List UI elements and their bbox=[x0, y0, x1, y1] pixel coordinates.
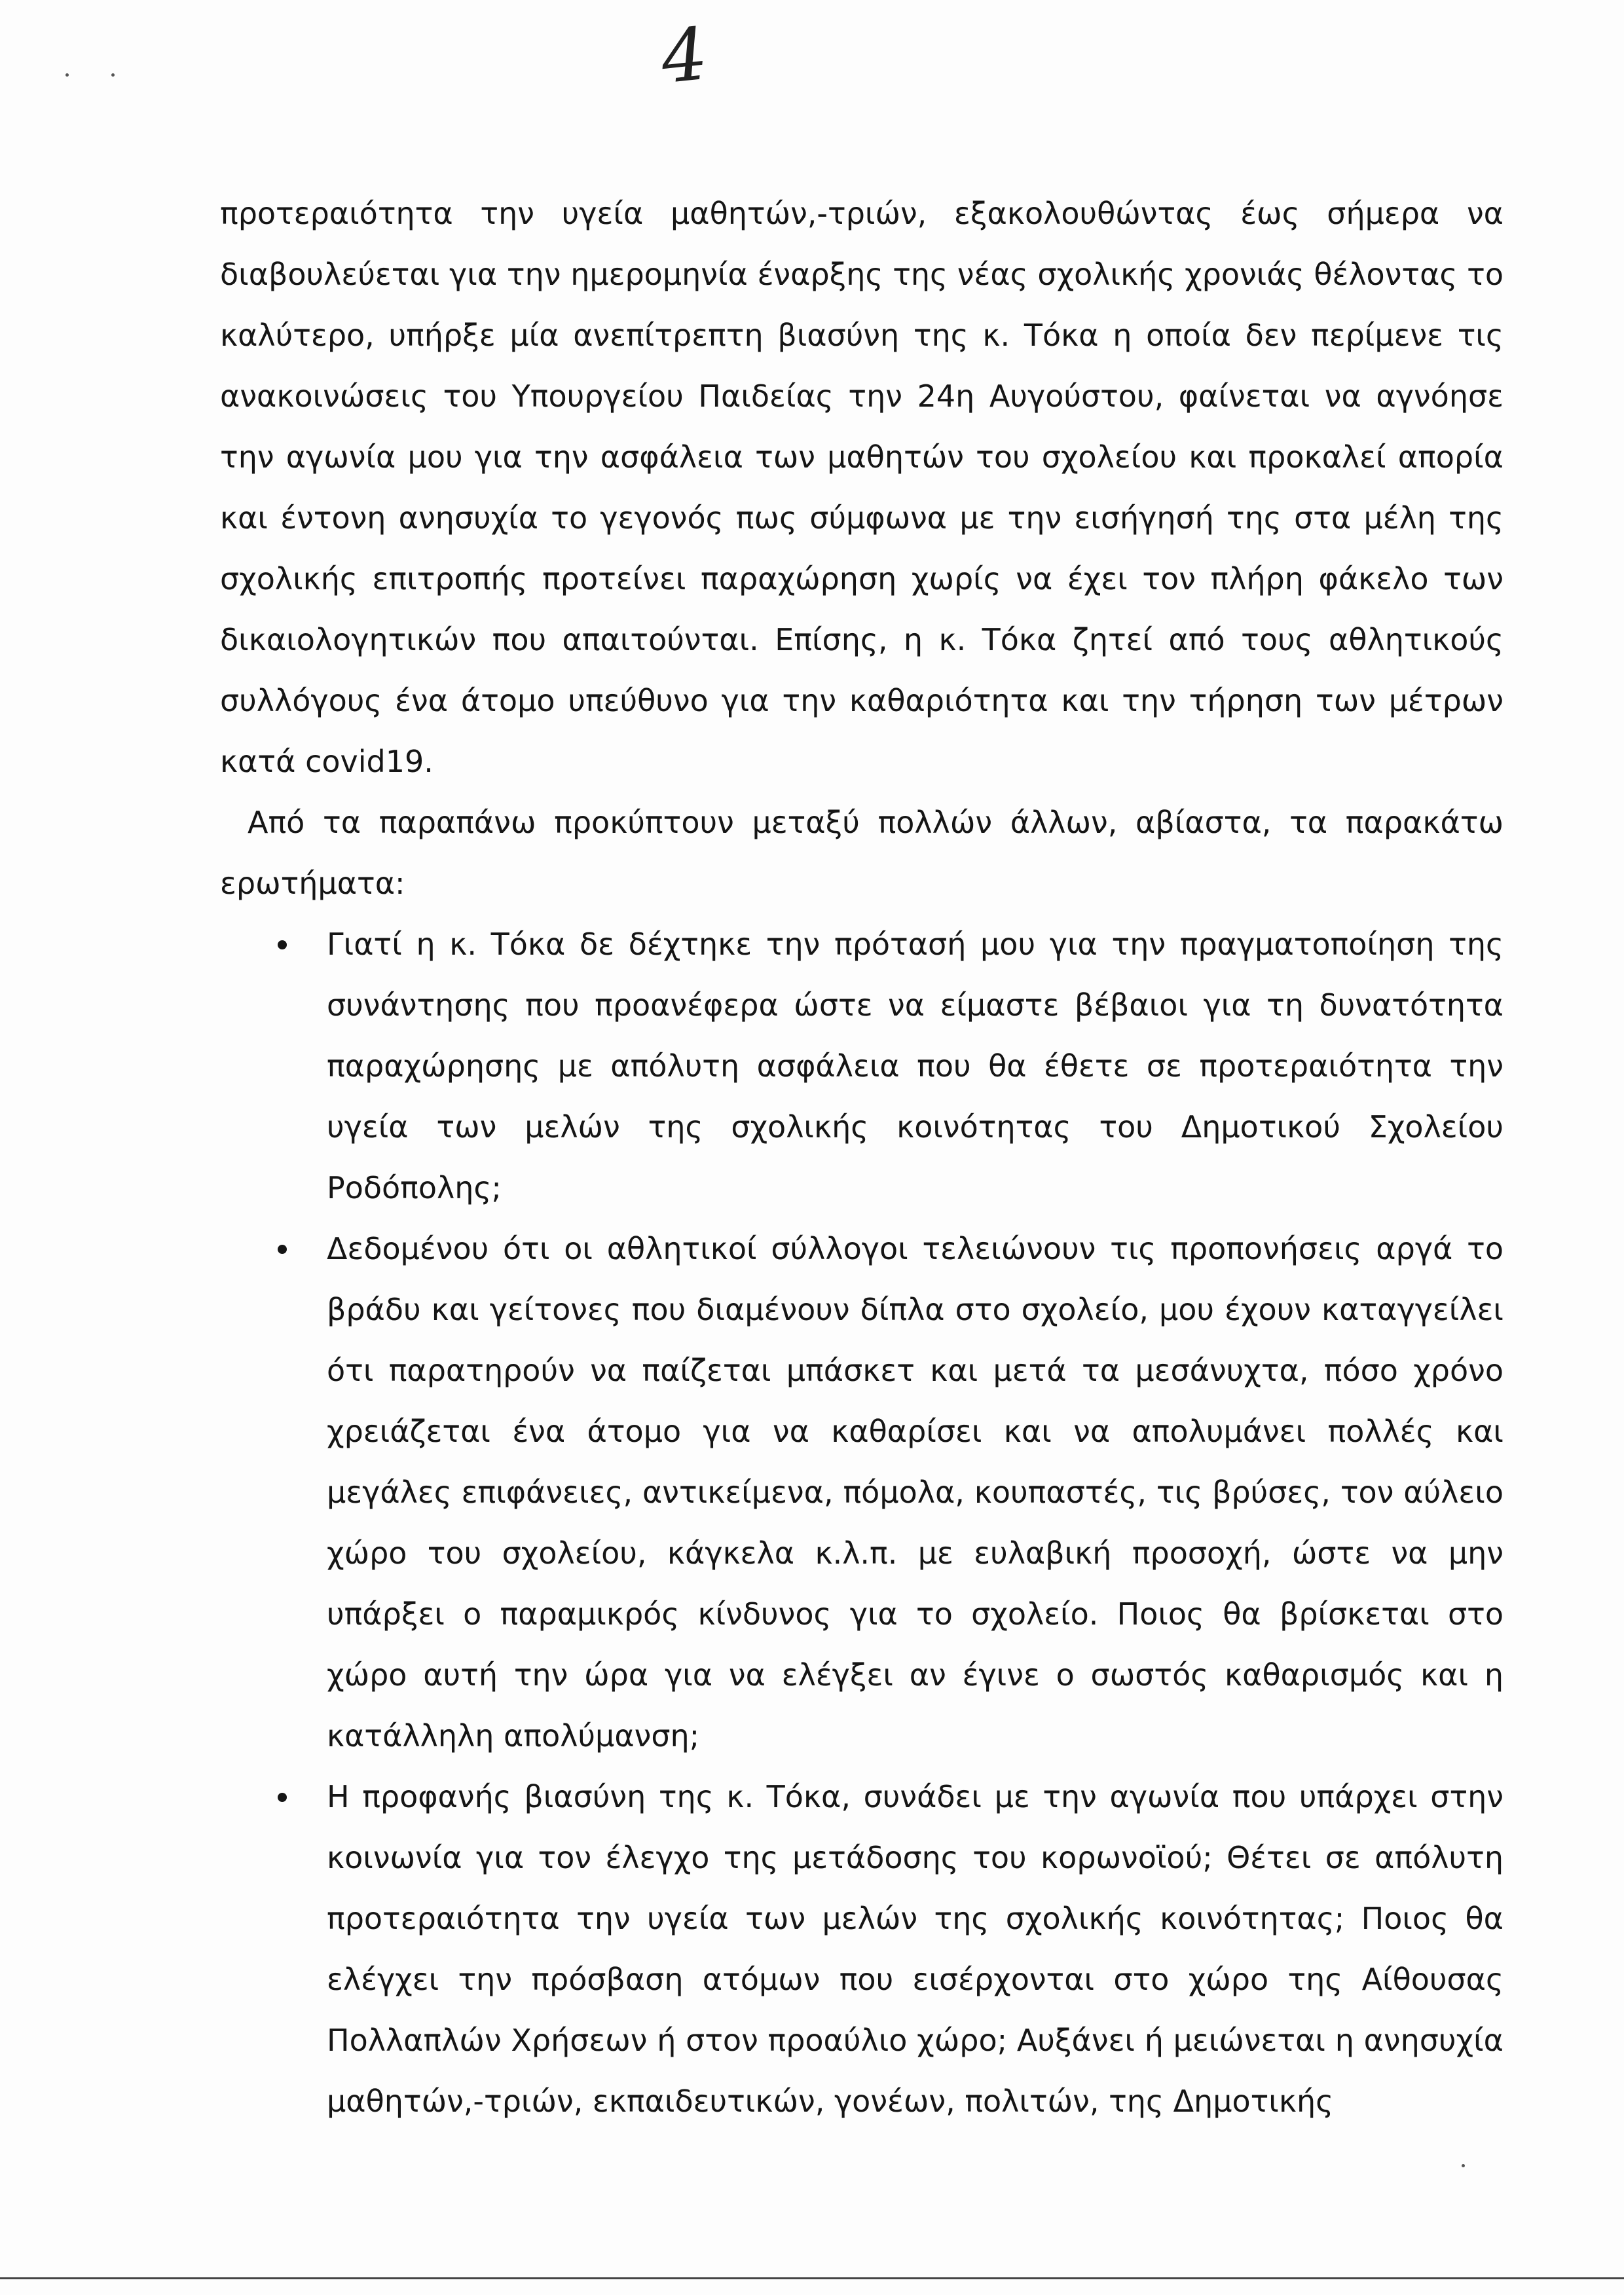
questions-intro-paragraph: Από τα παραπάνω προκύπτουν μεταξύ πολλών άλλων, αβίαστα, τα παρακάτω ερωτήματα: bbox=[220, 805, 1504, 901]
question-item bbox=[220, 914, 1504, 1219]
scan-speck bbox=[65, 73, 69, 77]
bullet-icon bbox=[278, 1245, 287, 1254]
question-item bbox=[220, 1767, 1504, 2132]
scan-speck bbox=[111, 73, 115, 77]
handwritten-page-number: 4 bbox=[657, 11, 712, 100]
bullet-icon bbox=[278, 1793, 287, 1802]
bullet-icon bbox=[278, 940, 287, 949]
question-text: Γιατί η κ. Τόκα δε δέχτηκε την πρότασή μου για την πραγματοποίηση της συνάντησης που προανέφερα ώστε να είμαστε βέβαιοι για τη δυνατότητα παραχώρησης με απόλυτη ασφάλεια που θα έθετε σε προτεραιότητα την υγεία των μελών της σχολικής κοινότητας του Δημοτικού Σχολείου Ροδόπολης; bbox=[327, 927, 1504, 1205]
document-body bbox=[220, 183, 1504, 2132]
scan-speck bbox=[1462, 2164, 1465, 2167]
body-paragraph: προτεραιότητα την υγεία μαθητών,-τριών, εξακολουθώντας έως σήμερα να διαβουλεύεται για την ημερομηνία έναρξης της νέας σχολικής χρονιάς θέλοντας το καλύτερο, υπήρξε μία ανεπίτρεπτη βιασύνη της κ. Τόκα η οποία δεν περίμενε τις ανακοινώσεις του Υπουργείου Παιδείας την 24η Αυγούστου, φαίνεται να αγνόησε την αγωνία μου για την ασφάλεια των μαθητών του σχολείου και προκαλεί απορία και έντονη ανησυχία το γεγονός πως σύμφωνα με την εισήγησή της στα μέλη της σχολικής επιτροπής προτείνει παραχώρηση χωρίς να έχει τον πλήρη φάκελο των δικαιολογητικών που απαιτούνται. Επίσης, η κ. Τόκα ζητεί από τους αθλητικούς συλλόγους ένα άτομο υπεύθυνο για την καθαριότητα και την τήρηση των μέτρων κατά covid19. bbox=[220, 196, 1504, 779]
question-text: Δεδομένου ότι οι αθλητικοί σύλλογοι τελειώνουν τις προπονήσεις αργά το βράδυ και γείτονες που διαμένουν δίπλα στο σχολείο, μου έχουν καταγγείλει ότι παρατηρούν να παίζεται μπάσκετ και μετά τα μεσάνυχτα, πόσο χρόνο χρειάζεται ένα άτομο για να καθαρίσει και να απολυμάνει πολλές και μεγάλες επιφάνειες, αντικείμενα, πόμολα, κουπαστές, τις βρύσες, τον αύλειο χώρο του σχολείου, κάγκελα κ.λ.π. με ευλαβική προσοχή, ώστε να μην υπάρξει ο παραμικρός κίνδυνος για το σχολείο. Ποιος θα βρίσκεται στο χώρο αυτή την ώρα για να ελέγξει αν έγινε ο σωστός καθαρισμός και η κατάλληλη απολύμανση; bbox=[327, 1231, 1504, 1753]
question-item bbox=[220, 1219, 1504, 1767]
question-text: Η προφανής βιασύνη της κ. Τόκα, συνάδει με την αγωνία που υπάρχει στην κοινωνία για τον έλεγχο της μετάδοσης του κορωνοϊού; Θέτει σε απόλυτη προτεραιότητα την υγεία των μελών της σχολικής κοινότητας; Ποιος θα ελέγχει την πρόσβαση ατόμων που εισέρχονται στο χώρο της Αίθουσας Πολλαπλών Χρήσεων ή στον προαύλιο χώρο; Αυξάνει ή μειώνεται η ανησυχία μαθητών,-τριών, εκπαιδευτικών, γονέων, πολιτών, της Δημοτικής bbox=[327, 1779, 1504, 2119]
questions-list bbox=[220, 914, 1504, 2132]
page-bottom-rule bbox=[0, 2277, 1624, 2279]
